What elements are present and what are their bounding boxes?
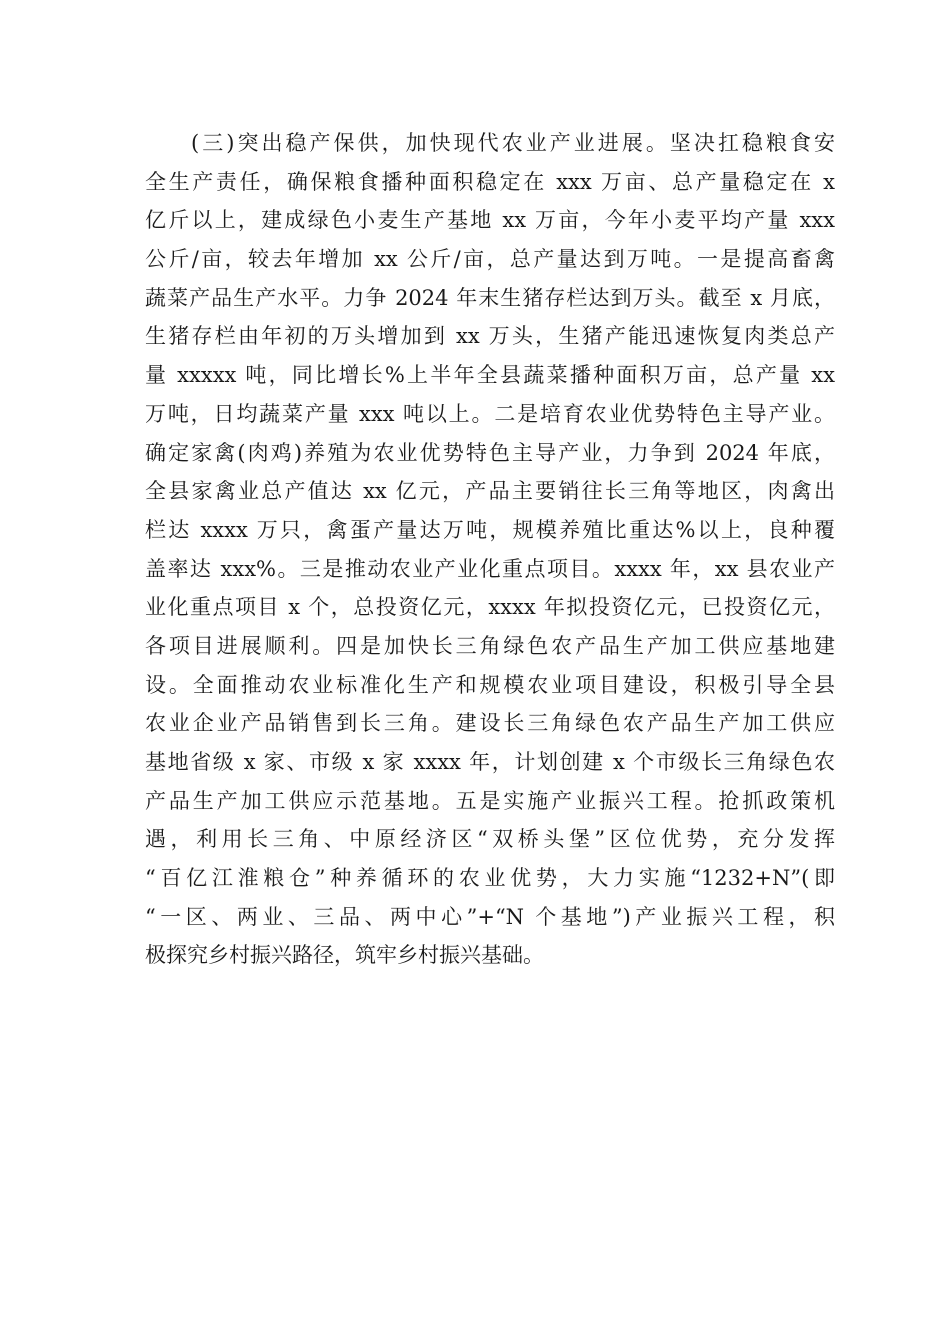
paragraph-line: 遇，利用长三角、中原经济区“双桥头堡”区位优势，充分发挥 <box>145 827 835 852</box>
paragraph-line: 基地省级 x 家、市级 x 家 xxxx 年，计划创建 x 个市级长三角绿色农 <box>145 750 835 774</box>
paragraph-line: 公斤/亩，较去年增加 xx 公斤/亩，总产量达到万吨。一是提高畜禽 <box>145 247 835 272</box>
paragraph-line: 农业企业产品销售到长三角。建设长三角绿色农产品生产加工供应 <box>145 711 835 736</box>
paragraph-line: 生猪存栏由年初的万头增加到 xx 万头，生猪产能迅速恢复肉类总产 <box>145 324 835 349</box>
paragraph-line: 全县家禽业总产值达 xx 亿元，产品主要销往长三角等地区，肉禽出 <box>145 479 835 504</box>
paragraph-line: 产品生产加工供应示范基地。五是实施产业振兴工程。抢抓政策机 <box>145 788 835 813</box>
paragraph-line: 极探究乡村振兴路径，筑牢乡村振兴基础。 <box>145 943 544 968</box>
paragraph-line: 万吨，日均蔬菜产量 xxx 吨以上。二是培育农业优势特色主导产业。 <box>145 401 835 426</box>
paragraph-line: 盖率达 xxx%。三是推动农业产业化重点项目。xxxx 年，xx 县农业产 <box>145 556 835 581</box>
paragraph-line: (三)突出稳产保供，加快现代农业产业进展。坚决扛稳粮食安 <box>191 131 835 155</box>
body-paragraph <box>145 124 835 975</box>
paragraph-line: 设。全面推动农业标准化生产和规模农业项目建设，积极引导全县 <box>145 672 835 697</box>
paragraph-line: 业化重点项目 x 个，总投资亿元，xxxx 年拟投资亿元，已投资亿元， <box>145 595 835 620</box>
paragraph-line: 蔬菜产品生产水平。力争 2024 年末生猪存栏达到万头。截至 x 月底， <box>145 285 835 310</box>
paragraph-line: 确定家禽(肉鸡)养殖为农业优势特色主导产业，力争到 2024 年底， <box>145 440 835 465</box>
paragraph-line: 各项目进展顺利。四是加快长三角绿色农产品生产加工供应基地建 <box>145 633 835 658</box>
paragraph-line: “百亿江淮粮仓”种养循环的农业优势，大力实施“1232+N”(即 <box>145 866 835 891</box>
paragraph-line: 栏达 xxxx 万只，禽蛋产量达万吨，规模养殖比重达%以上，良种覆 <box>145 517 835 542</box>
paragraph-line: 亿斤以上，建成绿色小麦生产基地 xx 万亩，今年小麦平均产量 xxx <box>145 208 835 233</box>
paragraph-line: “一区、两业、三品、两中心”+“N 个基地”)产业振兴工程，积 <box>145 904 835 929</box>
paragraph-line: 量 xxxxx 吨，同比增长%上半年全县蔬菜播种面积万亩，总产量 xx <box>145 363 835 388</box>
paragraph-line: 全生产责任，确保粮食播种面积稳定在 xxx 万亩、总产量稳定在 x <box>145 169 835 194</box>
